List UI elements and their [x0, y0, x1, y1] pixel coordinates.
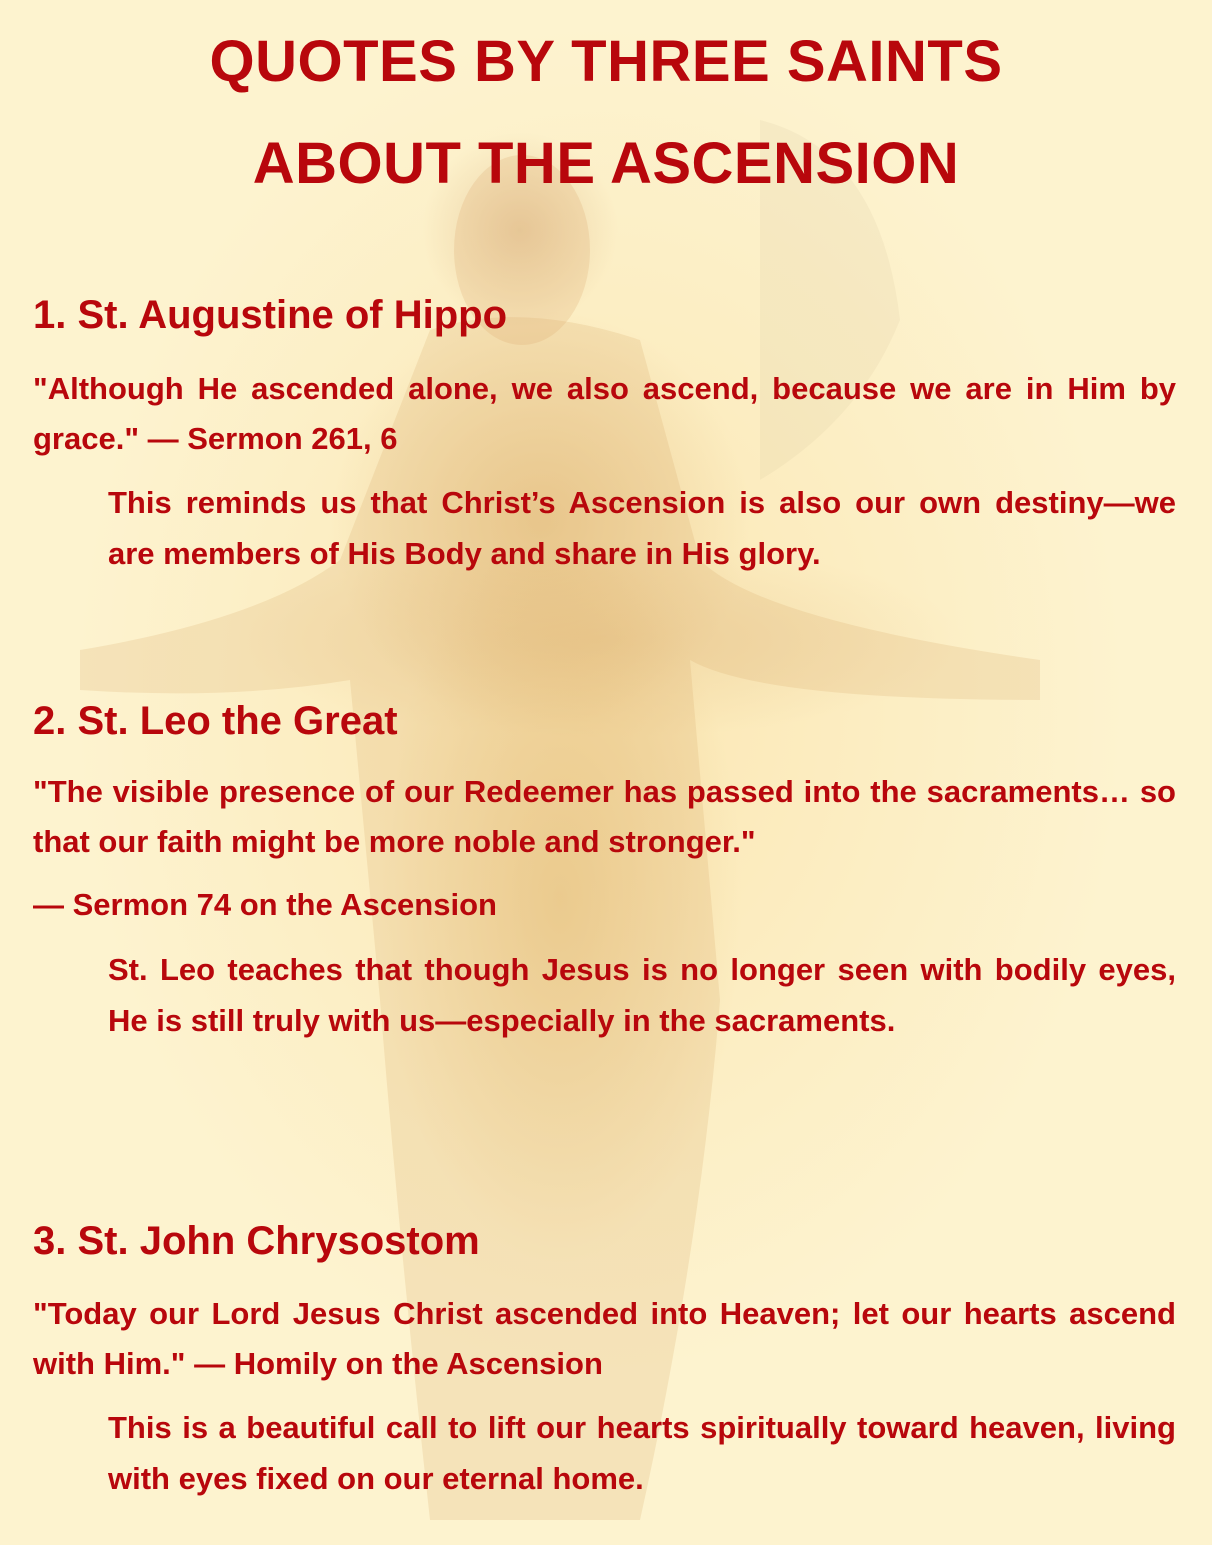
saint-heading-chrysostom: 3. St. John Chrysostom — [33, 1219, 480, 1263]
quote-leo: "The visible presence of our Redeemer has passed into the sacraments… so that our faith might be more noble and stronger." — [33, 774, 1176, 859]
comment-chrysostom: This is a beautiful call to lift our hearts spiritually toward heaven, living with eyes fixed on our eternal home. — [108, 1410, 1176, 1496]
page-title-line-2: ABOUT THE ASCENSION — [252, 131, 960, 196]
saint-heading-leo: 2. St. Leo the Great — [33, 699, 398, 743]
quote-chrysostom: "Today our Lord Jesus Christ ascended into Heaven; let our hearts ascend with Him." — Homily on the Ascension — [33, 1296, 1176, 1381]
quote-augustine: "Although He ascended alone, we also ascend, because we are in Him by grace." — Sermon 261, 6 — [33, 371, 1176, 456]
saint-heading-augustine: 1. St. Augustine of Hippo — [33, 293, 508, 337]
comment-leo: St. Leo teaches that though Jesus is no longer seen with bodily eyes, He is still truly with us—especially in the sacraments. — [108, 952, 1176, 1038]
comment-augustine: This reminds us that Christ’s Ascension is also our own destiny—we are members of His Body and share in His glory. — [108, 485, 1176, 571]
page-title-line-1: QUOTES BY THREE SAINTS — [209, 29, 1003, 94]
citation-leo: — Sermon 74 on the Ascension — [33, 887, 497, 922]
